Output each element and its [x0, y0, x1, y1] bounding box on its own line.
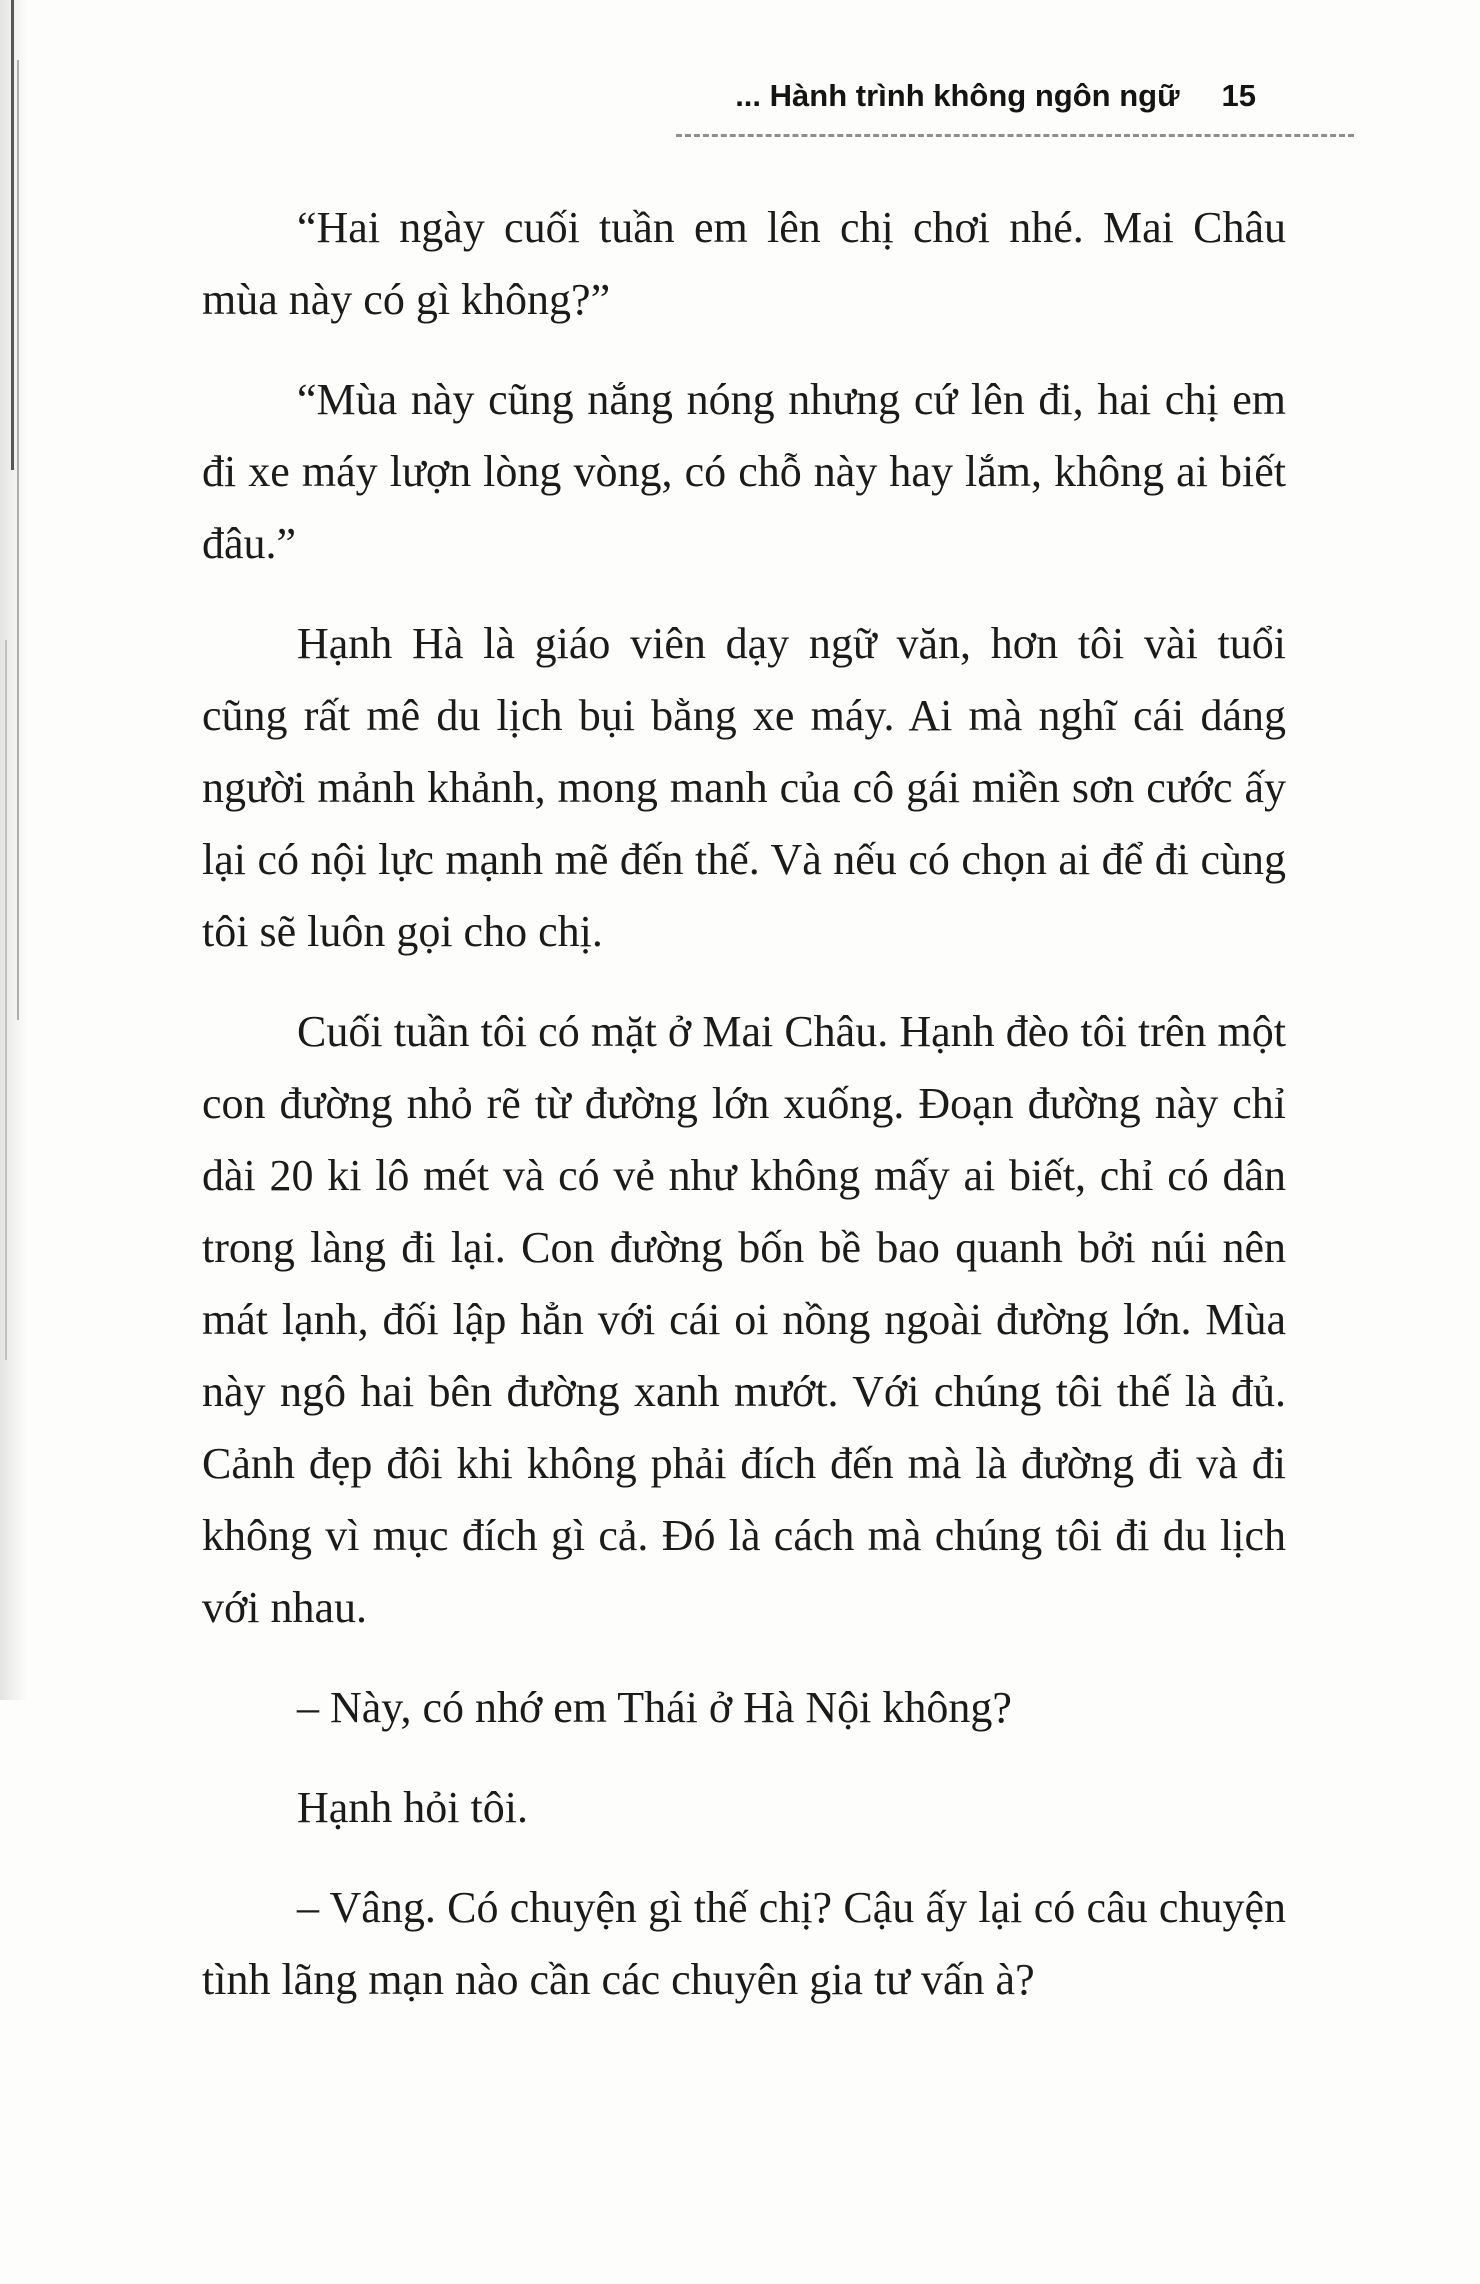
running-header-title: ... Hành trình không ngôn ngữ — [735, 78, 1180, 113]
scan-edge-line — [5, 640, 7, 1360]
paragraph: “Mùa này cũng nắng nóng nhưng cứ lên đi, hai chị em đi xe máy lượn lòng vòng, có chỗ này hay lắm, không ai biết đâu.” — [202, 375, 1286, 568]
paragraph: “Hai ngày cuối tuần em lên chị chơi nhé. Mai Châu mùa này có gì không?” — [202, 203, 1286, 324]
header-dashed-rule — [676, 134, 1354, 137]
page-number: 15 — [1221, 78, 1256, 113]
paragraph: – Này, có nhớ em Thái ở Hà Nội không? — [297, 1683, 1012, 1732]
paragraph: Cuối tuần tôi có mặt ở Mai Châu. Hạnh đèo tôi trên một con đường nhỏ rẽ từ đường lớn xuống. Đoạn đường này chỉ dài 20 ki lô mét và có vẻ như không mấy ai biết, chỉ có dân trong làng đi lại. Con đường bốn bề bao quanh bởi núi nên mát lạnh, đối lập hẳn với cái oi nồng ngoài đường lớn. Mùa này ngô hai bên đường xanh mướt. Với chúng tôi thế là đủ. Cảnh đẹp đôi khi không phải đích đến mà là đường đi và đi không vì mục đích gì cả. Đó là cách mà chúng tôi đi du lịch với nhau. — [202, 1007, 1286, 1632]
scan-edge-line — [17, 60, 19, 1020]
paragraph: Hạnh Hà là giáo viên dạy ngữ văn, hơn tôi vài tuổi cũng rất mê du lịch bụi bằng xe máy. Ai mà nghĩ cái dáng người mảnh khảnh, mong manh của cô gái miền sơn cước ấy lại có nội lực mạnh mẽ đến thế. Và nếu có chọn ai để đi cùng tôi sẽ luôn gọi cho chị. — [202, 619, 1286, 956]
page-body — [0, 114, 1480, 2016]
paragraph: – Vâng. Có chuyện gì thế chị? Cậu ấy lại có câu chuyện tình lãng mạn nào cần các chuyên gia tư vấn à? — [202, 1883, 1286, 2004]
scan-edge-line — [11, 0, 14, 470]
paragraph: Hạnh hỏi tôi. — [297, 1783, 528, 1832]
page-header — [0, 0, 1480, 114]
